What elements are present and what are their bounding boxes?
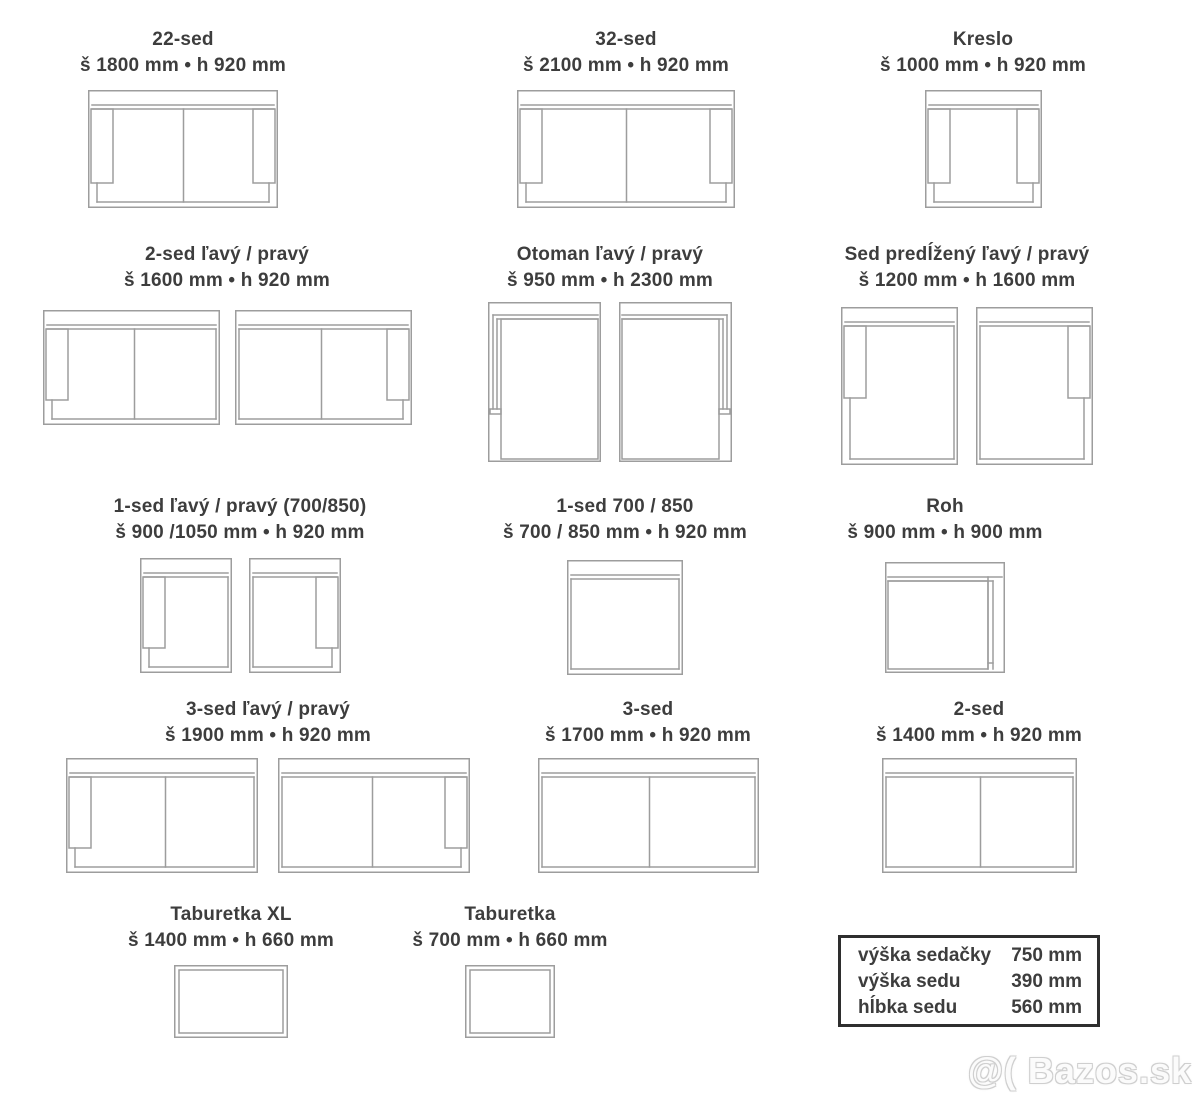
module-dims: š 950 mm • h 2300 mm (506, 270, 714, 291)
drawing-22-sed (88, 90, 278, 208)
drawing-32-sed (517, 90, 735, 208)
module-1-sed-lavy-pravy-label (60, 494, 420, 546)
module-name: 32-sed (595, 29, 657, 50)
module-sed-predlzeny-lavy-pravy-drawing (841, 307, 1093, 465)
module-3-sed-lavy-pravy-label (48, 697, 488, 749)
drawing-otoman-lavy-pravy-left (488, 302, 601, 462)
spec-label: výška sedu (858, 971, 961, 992)
module-2-sed-lavy-pravy-label (27, 242, 427, 294)
module-taburetka-drawing (465, 965, 555, 1038)
spec-row-hlbka-sedu (858, 995, 1082, 1021)
drawing-sed-predlzeny-lavy-pravy-right (976, 307, 1093, 465)
spec-label: hĺbka sedu (858, 997, 958, 1018)
module-2-sed-label (829, 697, 1129, 749)
module-taburetka-xl-drawing (174, 965, 288, 1038)
module-kreslo-label (843, 27, 1123, 79)
drawing-3-sed-lavy-pravy-left (66, 758, 258, 873)
module-32-sed-label (466, 27, 786, 79)
drawing-otoman-lavy-pravy-right (619, 302, 732, 462)
drawing-2-sed-lavy-pravy-left (43, 310, 220, 425)
module-roh-drawing (885, 562, 1005, 673)
drawing-taburetka-xl (174, 965, 288, 1038)
module-name: Taburetka (464, 904, 556, 925)
module-dims: š 700 / 850 mm • h 920 mm (502, 522, 747, 543)
module-name: 3-sed ľavý / pravý (185, 699, 351, 720)
spec-value: 390 mm (1011, 971, 1082, 992)
module-dims: š 900 mm • h 900 mm (847, 522, 1043, 543)
drawing-1-sed-700-850 (567, 560, 683, 675)
module-name: 1-sed ľavý / pravý (700/850) (113, 496, 367, 517)
module-dims: š 1400 mm • h 660 mm (127, 930, 335, 951)
drawing-taburetka (465, 965, 555, 1038)
module-taburetka-label (350, 902, 670, 954)
drawing-2-sed-lavy-pravy-right (235, 310, 412, 425)
drawing-3-sed (538, 758, 759, 873)
module-22-sed-drawing (88, 90, 278, 208)
spec-row-vyska-sedacky (858, 943, 1082, 969)
module-roh-label (805, 494, 1085, 546)
drawing-roh (885, 562, 1005, 673)
module-name: Sed predĺžený ľavý / pravý (844, 244, 1090, 265)
module-name: Taburetka XL (170, 904, 292, 925)
module-sed-predlzeny-lavy-pravy-label (797, 242, 1137, 294)
module-3-sed-drawing (538, 758, 759, 873)
module-dims: š 1700 mm • h 920 mm (544, 725, 752, 746)
spec-value: 560 mm (1011, 997, 1082, 1018)
module-name: 3-sed (622, 699, 674, 720)
module-dims: š 1000 mm • h 920 mm (879, 55, 1087, 76)
drawing-1-sed-lavy-pravy-left (140, 558, 232, 673)
module-name: Otoman ľavý / pravý (516, 244, 704, 265)
module-3-sed-lavy-pravy-drawing (66, 758, 470, 873)
module-dims: š 1600 mm • h 920 mm (123, 270, 331, 291)
bazos-watermark: @( Bazos.sk (967, 1050, 1192, 1091)
spec-value: 750 mm (1011, 945, 1082, 966)
module-dims: š 1400 mm • h 920 mm (875, 725, 1083, 746)
drawing-1-sed-lavy-pravy-right (249, 558, 341, 673)
drawing-sed-predlzeny-lavy-pravy-left (841, 307, 958, 465)
drawing-kreslo (925, 90, 1042, 208)
module-name: 1-sed 700 / 850 (556, 496, 694, 517)
module-name: 2-sed (953, 699, 1005, 720)
module-name: Kreslo (952, 29, 1014, 50)
module-otoman-lavy-pravy-label (440, 242, 780, 294)
module-name: Roh (926, 496, 964, 517)
module-name: 22-sed (152, 29, 214, 50)
module-1-sed-lavy-pravy-drawing (140, 558, 341, 673)
module-name: 2-sed ľavý / pravý (144, 244, 310, 265)
spec-row-vyska-sedu (858, 969, 1082, 995)
module-1-sed-700-850-drawing (567, 560, 683, 675)
module-kreslo-drawing (925, 90, 1042, 208)
module-32-sed-drawing (517, 90, 735, 208)
module-dims: š 1900 mm • h 920 mm (164, 725, 372, 746)
module-dims: š 700 mm • h 660 mm (412, 930, 608, 951)
module-dims: š 1200 mm • h 1600 mm (858, 270, 1076, 291)
module-dims: š 1800 mm • h 920 mm (79, 55, 287, 76)
module-2-sed-lavy-pravy-drawing (43, 310, 412, 425)
spec-box (838, 935, 1100, 1027)
drawing-3-sed-lavy-pravy-right (278, 758, 470, 873)
module-dims: š 900 /1050 mm • h 920 mm (115, 522, 365, 543)
module-dims: š 2100 mm • h 920 mm (522, 55, 730, 76)
module-1-sed-700-850-label (465, 494, 785, 546)
module-2-sed-drawing (882, 758, 1077, 873)
module-22-sed-label (23, 27, 343, 79)
module-taburetka-xl-label (71, 902, 391, 954)
module-3-sed-label (488, 697, 808, 749)
spec-label: výška sedačky (858, 945, 992, 966)
drawing-2-sed (882, 758, 1077, 873)
module-otoman-lavy-pravy-drawing (488, 302, 732, 462)
